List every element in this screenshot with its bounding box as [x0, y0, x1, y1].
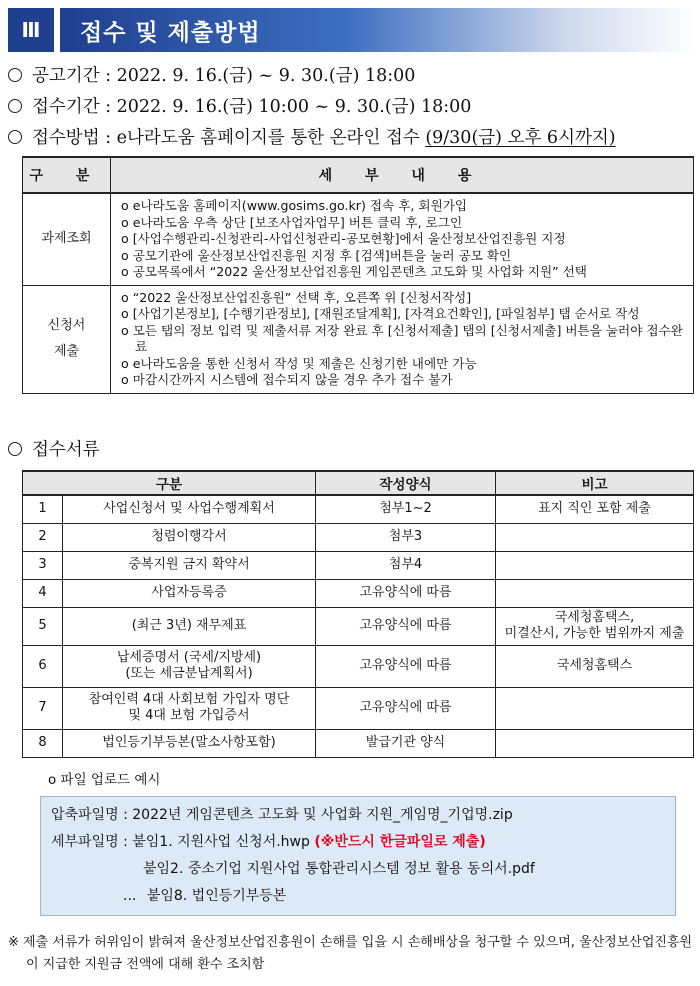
doc-name: 납세증명서 (국세/지방세) (또는 세금분납계획서) — [63, 645, 316, 687]
list-item: o e나라도움 우측 상단 [보조사업자업무] 버튼 클릭 후, 로그인 — [121, 214, 463, 230]
table-row — [23, 579, 694, 607]
list-item: o 마감시간까지 시스템에 접수되지 않을 경우 추가 접수 불가 — [121, 372, 453, 387]
upload-example-label: o 파일 업로드 예시 — [48, 772, 161, 788]
doc-number: 6 — [23, 645, 63, 687]
bullet-value: 2022. 9. 16.(금) ~ 9. 30.(금) 18:00 — [116, 66, 416, 86]
docs-header-category: 구분 — [23, 471, 316, 495]
table-row — [23, 495, 694, 523]
bullet-value: 2022. 9. 16.(금) 10:00 ~ 9. 30.(금) 18:00 — [116, 97, 472, 117]
upload-example-box — [40, 796, 676, 916]
table-row — [23, 729, 694, 757]
circle-bullet-icon — [8, 99, 22, 113]
doc-name: 사업자등록증 — [63, 579, 316, 607]
circle-bullet-icon — [8, 68, 22, 82]
method-detail — [111, 285, 694, 393]
method-header-detail: 세 부 내 용 — [111, 157, 694, 193]
bullet-receipt-method: 접수방법 : e나라도움 홈페이지를 통한 온라인 접수 (9/30(금) 오후 6시까지) — [8, 124, 616, 149]
doc-number: 3 — [23, 551, 63, 579]
file-2-row — [51, 856, 675, 883]
docs-table — [22, 470, 694, 758]
doc-name: 중복지원 금지 확약서 — [63, 551, 316, 579]
method-header-category: 구 분 — [23, 157, 111, 193]
file-1-name: 붙임1. 지원사업 신청서.hwp — [132, 834, 310, 850]
bullet-label: 공고기간 — [32, 66, 100, 86]
docs-heading — [8, 436, 100, 461]
doc-number: 5 — [23, 607, 63, 645]
section-header — [8, 8, 696, 52]
bullet-label: 접수기간 — [32, 97, 100, 117]
method-category: 신청서 제출 — [23, 285, 111, 393]
method-category: 과제조회 — [23, 193, 111, 285]
file-8-name: 붙임8. 법인등기부등본 — [146, 888, 287, 904]
zip-filename: 2022년 게임콘텐츠 고도화 및 사업화 지원_게임명_기업명.zip — [132, 807, 513, 823]
zip-file-row — [51, 802, 675, 829]
doc-note — [496, 729, 694, 757]
doc-form: 첨부4 — [316, 551, 496, 579]
bullet-label: 접수방법 — [32, 128, 100, 148]
doc-note — [496, 523, 694, 551]
doc-number: 7 — [23, 687, 63, 729]
doc-form: 고유양식에 따름 — [316, 687, 496, 729]
list-item: o “2022 울산정보산업진흥원” 선택 후, 오른쪽 위 [신청서작성] — [121, 289, 472, 305]
doc-note — [496, 687, 694, 729]
doc-form: 고유양식에 따름 — [316, 579, 496, 607]
doc-form: 고유양식에 따름 — [316, 607, 496, 645]
docs-header-note: 비고 — [496, 471, 694, 495]
doc-form: 고유양식에 따름 — [316, 645, 496, 687]
doc-name: 청렴이행각서 — [63, 523, 316, 551]
ellipsis: ... — [123, 888, 137, 904]
table-row — [23, 285, 694, 393]
doc-name: (최근 3년) 재무제표 — [63, 607, 316, 645]
file-8-row — [51, 883, 675, 910]
list-item: o [사업수행관리-신청관리-사업신청관리-공모현황]에서 울산정보산업진흥원 지정 — [121, 231, 566, 246]
doc-form: 첨부1~2 — [316, 495, 496, 523]
doc-number: 4 — [23, 579, 63, 607]
method-table — [22, 156, 694, 394]
list-item: o 공모기관에 울산정보산업진흥원 지정 후 [검색]버튼을 눌러 공모 확인 — [121, 247, 512, 263]
doc-form: 첨부3 — [316, 523, 496, 551]
doc-name: 참여인력 4대 사회보험 가입자 명단 및 4대 보험 가입증서 — [63, 687, 316, 729]
deadline-highlight: (9/30(금) 오후 6시까지) — [425, 128, 616, 148]
table-row — [23, 523, 694, 551]
table-row — [23, 551, 694, 579]
doc-note: 국세청홈택스 — [496, 645, 694, 687]
section-title: 접수 및 제출방법 — [60, 8, 696, 52]
section-number: Ⅲ — [8, 8, 54, 52]
list-item: o 모든 탭의 정보 입력 및 제출서류 저장 완료 후 [신청서제출] 탭의 [신청서제출] 버튼을 눌러야 접수완료 — [121, 322, 683, 354]
method-detail — [111, 193, 694, 285]
circle-bullet-icon — [8, 130, 22, 144]
zip-label: 압축파일명 : — [51, 807, 128, 823]
docs-header-form: 작성양식 — [316, 471, 496, 495]
file-2-name: 붙임2. 중소기업 지원사업 통합관리시스템 정보 활용 동의서.pdf — [143, 861, 535, 877]
doc-note: 표지 직인 포함 제출 — [496, 495, 694, 523]
doc-note: 국세청홈택스, 미결산시, 가능한 범위까지 제출 — [496, 607, 694, 645]
list-item: o 공모목록에서 “2022 울산정보산업진흥원 게임콘텐츠 고도화 및 사업화 지원” 선택 — [121, 264, 587, 279]
doc-number: 8 — [23, 729, 63, 757]
docs-heading-text: 접수서류 — [32, 440, 100, 460]
doc-note — [496, 579, 694, 607]
doc-form: 발급기관 양식 — [316, 729, 496, 757]
doc-name: 사업신청서 및 사업수행계획서 — [63, 495, 316, 523]
footnote: ※ 제출 서류가 허위임이 밝혀져 울산정보산업진흥원이 손해를 입을 시 손해배상을 청구할 수 있으며, 울산정보산업진흥원이 지급한 지원금 전액에 대해 환수 조치함 — [8, 935, 693, 972]
table-row — [23, 607, 694, 645]
hangul-warning: (※반드시 한글파일로 제출) — [314, 834, 486, 850]
detail-file-row — [51, 829, 675, 856]
doc-name: 법인등기부등본(말소사항포함) — [63, 729, 316, 757]
bullet-receipt-period: 접수기간 : 2022. 9. 16.(금) 10:00 ~ 9. 30.(금) 18:00 — [8, 93, 471, 118]
bullet-announce-period: 공고기간 : 2022. 9. 16.(금) ~ 9. 30.(금) 18:00 — [8, 62, 415, 87]
doc-number: 2 — [23, 523, 63, 551]
table-row — [23, 193, 694, 285]
circle-bullet-icon — [8, 442, 22, 456]
list-item: o e나라도움 홈페이지(www.gosims.go.kr) 접속 후, 회원가입 — [121, 198, 468, 213]
doc-note — [496, 551, 694, 579]
table-row — [23, 645, 694, 687]
detail-label: 세부파일명 : — [51, 834, 128, 850]
bullet-value: e나라도움 홈페이지를 통한 온라인 접수 — [116, 128, 426, 148]
list-item: o e나라도움을 통한 신청서 작성 및 제출은 신청기한 내에만 가능 — [121, 355, 477, 371]
table-row — [23, 687, 694, 729]
doc-number: 1 — [23, 495, 63, 523]
list-item: o [사업기본정보], [수행기관정보], [재원조달계획], [자격요건확인], [파일첨부] 탭 순서로 작성 — [121, 306, 640, 321]
